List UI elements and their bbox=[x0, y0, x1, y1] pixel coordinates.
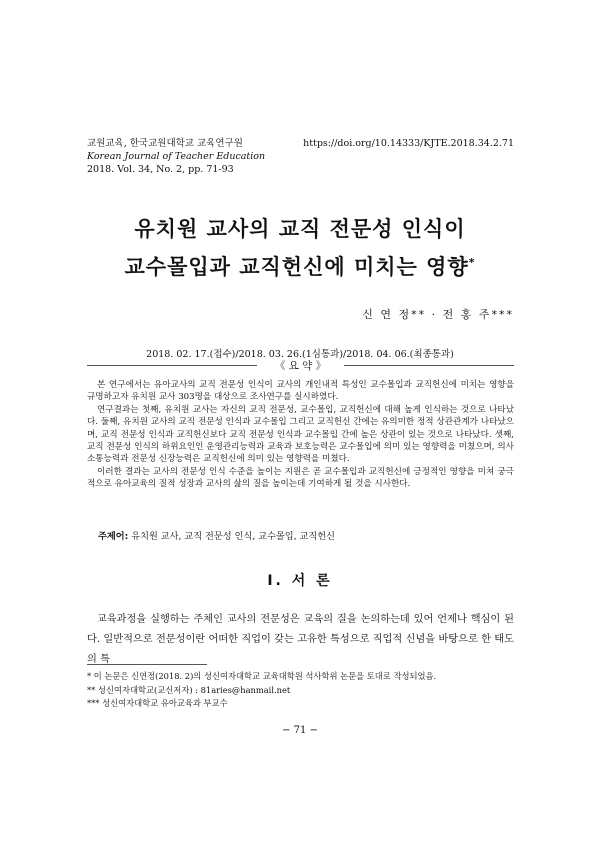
page-number: − 71 − bbox=[282, 725, 318, 736]
journal-name-ko: 교원교육, 한국교원대학교 교육연구원 bbox=[87, 138, 243, 149]
paper-title bbox=[0, 212, 600, 284]
journal-name-en: Korean Journal of Teacher Education bbox=[87, 151, 266, 162]
doi-link[interactable]: https://doi.org/10.14333/KJTE.2018.34.2.71 bbox=[303, 138, 514, 149]
title-line-2: 교수몰입과 교직헌신에 미치는 영향* bbox=[124, 255, 476, 279]
title-line-1: 유치원 교사의 교직 전문성 인식이 bbox=[134, 217, 466, 241]
title-footnote-mark: * bbox=[468, 256, 476, 269]
abstract-paragraph: 이러한 결과는 교사의 전문성 인식 수준을 높이는 지원은 곧 교수몰입과 교직헌신에 긍정적인 영향을 미쳐 궁극적으로 유아교육의 질적 성장과 교사의 삶의 질을 높이는데 기여하게 될 것을 시사한다. bbox=[87, 466, 514, 490]
footnote-3: *** 성신여자대학교 유아교육과 부교수 bbox=[87, 698, 228, 708]
keywords bbox=[98, 528, 335, 542]
abstract-body bbox=[87, 379, 514, 491]
body-text bbox=[87, 610, 514, 670]
abstract-paragraph: 연구결과는 첫째, 유치원 교사는 자신의 교직 전문성, 교수몰입, 교직헌신에 대해 높게 인식하는 것으로 나타났다. 둘째, 유치원 교사의 교직 전문성 인식과 교수몰입 그리고 교직헌신 간에는 유의미한 정적 상관관계가 나타났으며, 교직 전문성 인식과 교직헌신보다 교직 전문성 인식과 교수몰입 간에 높은 상관이 있는 것으로 나타났다. 셋째, 교직 전문성 인식의 하위요인인 운영관리능력과 교육과 보호능력은 교수몰입에 의미 있는 영향력을 미쳤으며, 의사소통능력과 전문성 신장능력은 교직헌신에 의미 있는 영향력을 미쳤다. bbox=[87, 404, 514, 465]
abstract-heading-label: 《 요 약 》 bbox=[274, 360, 327, 372]
author-list: 신 연 정** · 전 홍 주*** bbox=[362, 308, 514, 321]
keywords-text: 유치원 교사, 교직 전문성 인식, 교수몰입, 교직헌신 bbox=[131, 531, 336, 542]
footnote-1: * 이 논문은 신연정(2018. 2)의 성신여자대학교 교육대학원 석사학위 논문을 토대로 작성되었음. bbox=[87, 671, 437, 681]
review-dates: 2018. 02. 17.(접수)/2018. 03. 26.(1심통과)/2018. 04. 06.(최종통과) bbox=[146, 349, 454, 360]
abstract-heading bbox=[87, 358, 514, 372]
footnotes bbox=[87, 670, 436, 711]
abstract-rule-right bbox=[344, 365, 514, 366]
footnote-2: ** 성신여자대학교(교신저자) : 81aries@hanmail.net bbox=[87, 684, 291, 695]
body-paragraph: 교육과정을 실행하는 주체인 교사의 전문성은 교육의 질을 논의하는데 있어 언제나 핵심이 된다. 일반적으로 전문성이란 어떠한 직업이 갖는 고유한 특성으로 직업적 신념을 바탕으로 한 태도의 특 bbox=[87, 614, 514, 665]
section-heading: Ⅰ. 서 론 bbox=[267, 573, 333, 589]
footnote-divider bbox=[87, 664, 207, 665]
keywords-label: 주제어: bbox=[98, 531, 129, 542]
abstract-paragraph: 본 연구에서는 유아교사의 교직 전문성 인식이 교사의 개인내적 특성인 교수몰입과 교직헌신에 미치는 영향을 규명하고자 유치원 교사 303명을 대상으로 조사연구를 실시하였다. bbox=[87, 380, 514, 403]
volume-info: 2018. Vol. 34, No. 2, pp. 71-93 bbox=[87, 164, 234, 175]
journal-header bbox=[87, 137, 265, 176]
